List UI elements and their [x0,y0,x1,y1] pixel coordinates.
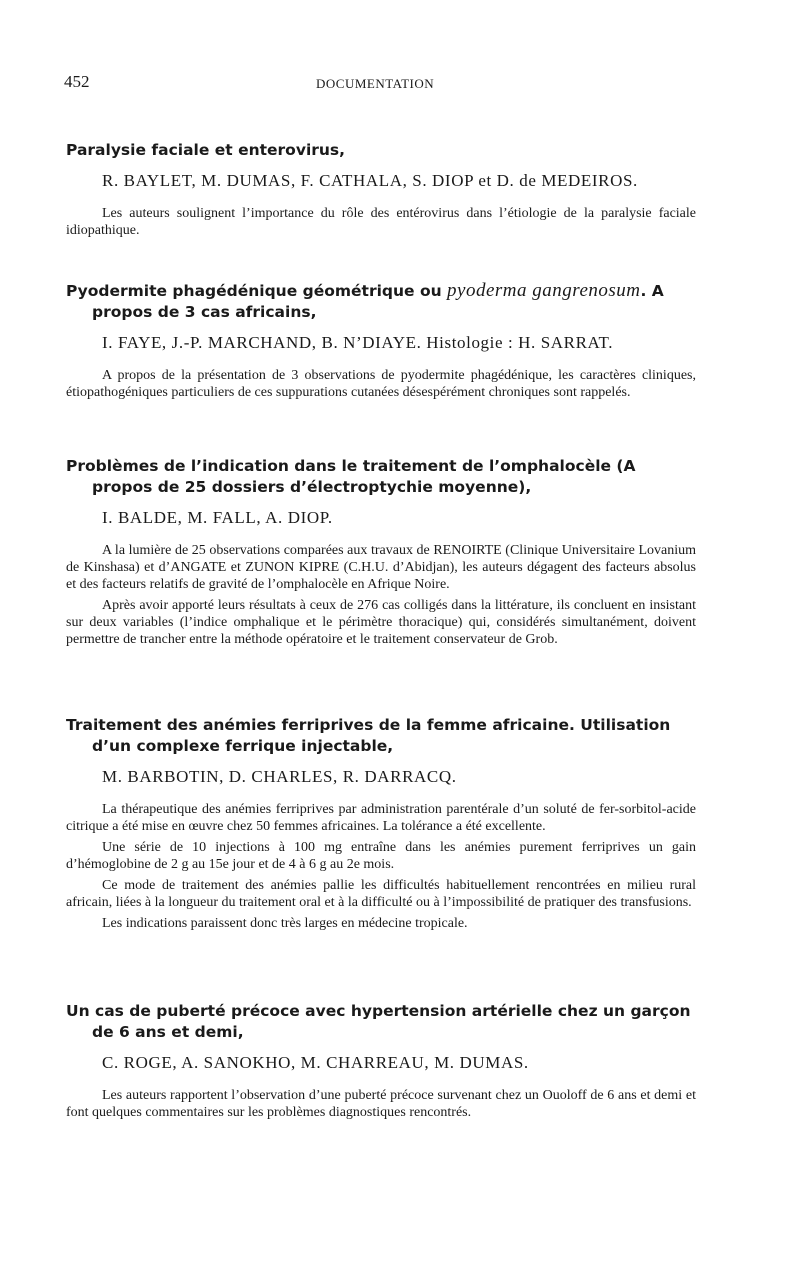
article-authors: I. BALDE, M. FALL, A. DIOP. [102,508,333,527]
abstract-paragraph: Les auteurs soulignent l’importance du rôle des entérovirus dans l’étiologie de la paralysie faciale idiopathique. [66,206,696,238]
article-title-part: Pyodermite phagédénique géométrique ou [66,282,448,300]
article-2 [66,280,696,405]
article-title: Paralysie faciale et enterovirus, [66,141,346,159]
abstract-paragraph: Les auteurs rapportent l’observation d’une puberté précoce survenant chez un Ouoloff de 6 ans et demi et font quelques commentaires sur les problèmes diagnostiques rencontrés. [66,1088,696,1120]
article-authors: C. ROGE, A. SANOKHO, M. CHARREAU, M. DUMAS. [102,1053,529,1072]
article-title: Un cas de puberté précoce avec hypertension artérielle chez un garçon de 6 ans et demi, [66,1002,691,1041]
article-abstract [66,1087,696,1121]
article-5 [66,1001,696,1125]
page-number: 452 [64,72,90,91]
article-title [66,280,696,323]
article-3 [66,456,696,652]
article-abstract [66,205,696,239]
abstract-paragraph: A propos de la présentation de 3 observations de pyodermite phagédénique, les caractères cliniques, étiopathogéniques particuliers de ces suppurations cutanées désespérément chroniques sont rappelés. [66,368,696,400]
article-authors: I. FAYE, J.-P. MARCHAND, B. N’DIAYE. Histologie : H. SARRAT. [102,333,614,352]
article-authors: M. BARBOTIN, D. CHARLES, R. DARRACQ. [102,767,457,786]
article-abstract [66,542,696,648]
article-title: Problèmes de l’indication dans le traitement de l’omphalocèle (A propos de 25 dossiers d’électroptychie moyenne), [66,457,636,496]
article-title: Traitement des anémies ferriprives de la femme africaine. Utilisation d’un complexe ferrique injectable, [66,716,671,755]
article-1 [66,140,696,243]
abstract-paragraph: La thérapeutique des anémies ferriprives par administration parentérale d’un soluté de fer-sorbitol-acide citrique a été mise en œuvre chez 50 femmes africaines. La tolérance a été excellente. [66,802,696,834]
article-abstract [66,801,696,932]
article-abstract [66,367,696,401]
article-title-italic: pyoderma gangrenosum [447,280,641,301]
article-title-part: . A propos de 3 cas africains, [92,282,664,321]
running-head: DOCUMENTATION [316,76,435,91]
article-authors: R. BAYLET, M. DUMAS, F. CATHALA, S. DIOP et D. de MEDEIROS. [102,171,638,190]
abstract-paragraph: Ce mode de traitement des anémies pallie les difficultés habituellement rencontrées en milieu rural africain, liées à la longueur du traitement oral et à la difficulté ou à l’impossibilité de pratiquer des transfusions. [66,878,696,910]
abstract-paragraph: Une série de 10 injections à 100 mg entraîne dans les anémies purement ferriprives un gain d’hémoglobine de 2 g au 15e jour et de 4 à 6 g au 2e mois. [66,840,696,872]
article-4 [66,715,696,936]
abstract-paragraph: Après avoir apporté leurs résultats à ceux de 276 cas colligés dans la littérature, ils concluent en insistant sur deux variables (l’indice omphalique et le périmètre thoracique) qui, considérés simultanément, doivent permettre de trancher entre la méthode opératoire et le traitement conservateur de Grob. [66,598,696,647]
abstract-paragraph: A la lumière de 25 observations comparées aux travaux de RENOIRTE (Clinique Universitaire Lovanium de Kinshasa) et d’ANGATE et ZUNON KIPRE (C.H.U. d’Abidjan), les auteurs dégagent des facteurs absolus et des facteurs relatifs de gravité de l’omphalocèle en Afrique Noire. [66,543,696,592]
abstract-paragraph: Les indications paraissent donc très larges en médecine tropicale. [102,916,468,931]
